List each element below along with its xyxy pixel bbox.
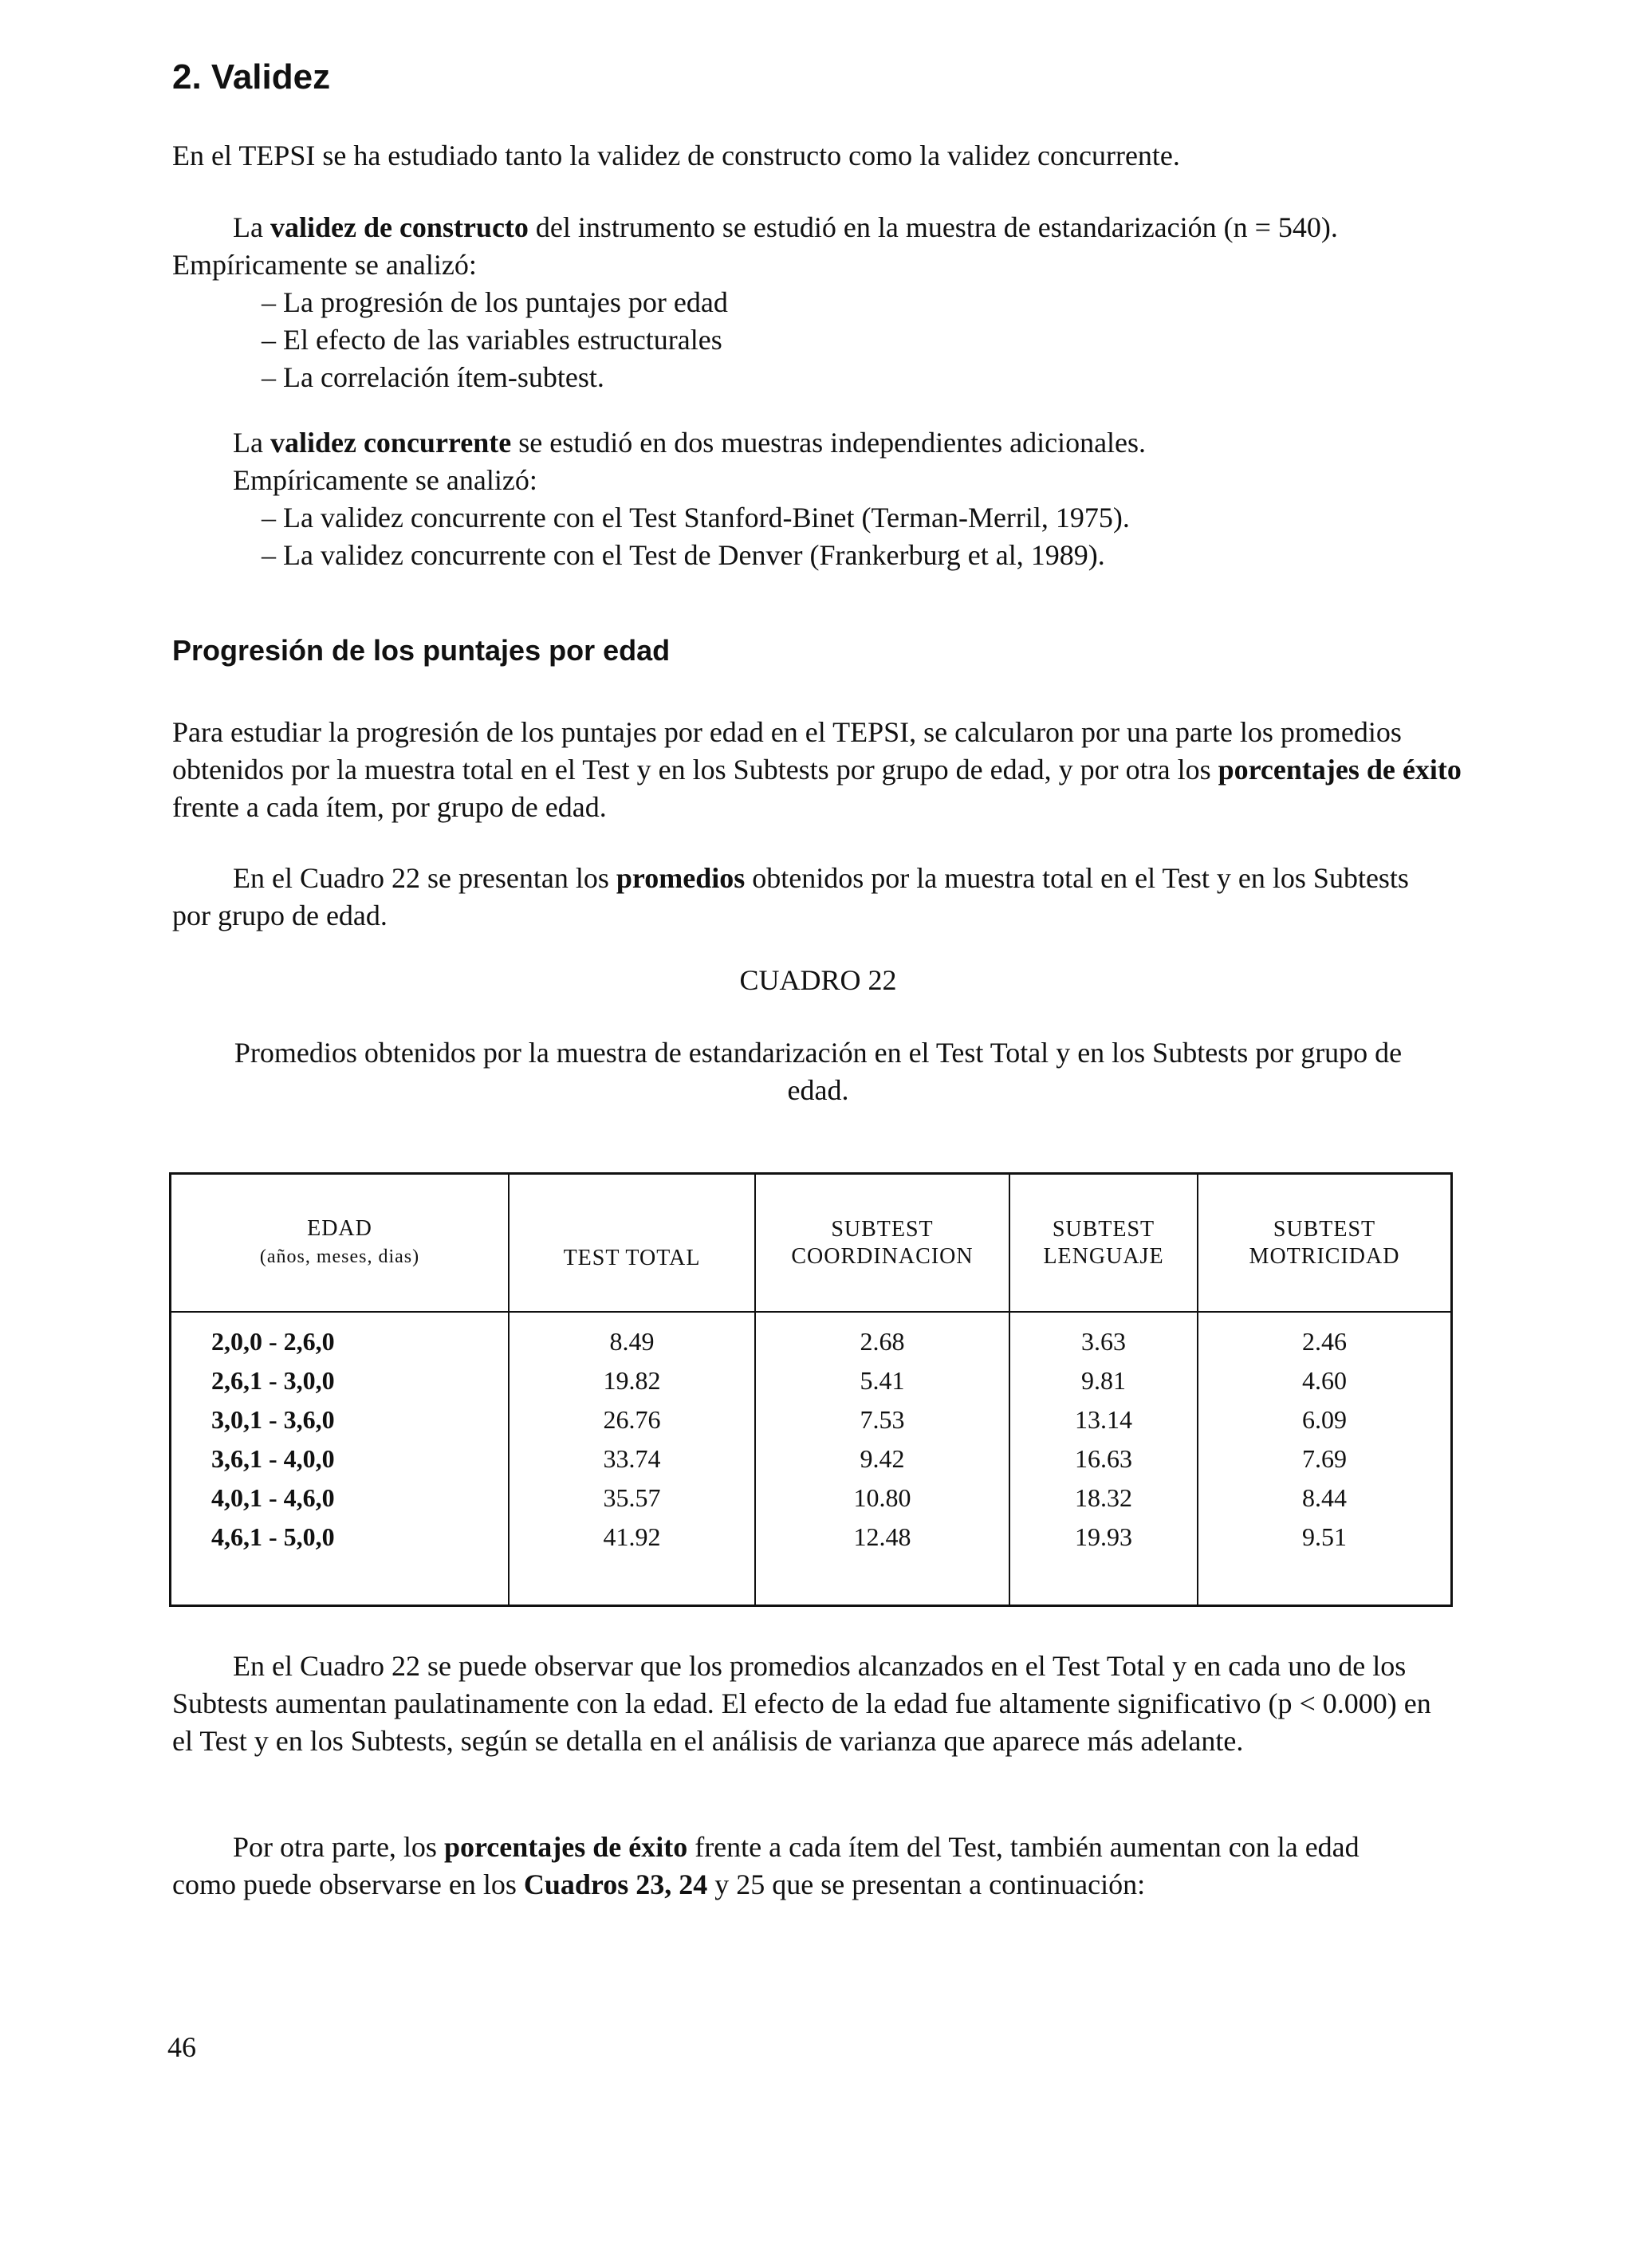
constructo-item: – La progresión de los puntajes por edad — [262, 286, 728, 318]
cell-leng: 19.93 — [1009, 1518, 1198, 1557]
cell-coord: 10.80 — [755, 1479, 1009, 1518]
final-d: Cuadros 23, 24 — [523, 1868, 708, 1900]
header-motricidad — [1198, 1174, 1452, 1313]
filler-cell — [755, 1557, 1009, 1606]
cell-edad: 3,6,1 - 4,0,0 — [171, 1439, 510, 1479]
constructo-list — [262, 284, 728, 396]
cell-coord: 9.42 — [755, 1439, 1009, 1479]
concurrente-line2: Empíricamente se analizó: — [233, 464, 537, 496]
table-row — [171, 1361, 1452, 1400]
cell-leng: 13.14 — [1009, 1400, 1198, 1439]
intro-paragraph: En el TEPSI se ha estudiado tanto la validez de constructo como la validez concurrente. — [172, 140, 1180, 171]
header-leng-line2: LENGUAJE — [1043, 1243, 1164, 1269]
constructo-bold: validez de constructo — [270, 211, 529, 243]
cell-edad: 2,6,1 - 3,0,0 — [171, 1361, 510, 1400]
filler-cell — [1009, 1557, 1198, 1606]
table-header-row — [171, 1174, 1452, 1313]
header-total — [509, 1174, 755, 1313]
concurrente-lead: La — [233, 427, 263, 459]
progresion-p1-b: porcentajes de éxito — [1218, 754, 1462, 786]
cell-motr: 9.51 — [1198, 1518, 1452, 1557]
constructo-item: – La correlación ítem-subtest. — [262, 361, 604, 393]
header-edad-sub: (años, meses, dias) — [259, 1246, 420, 1267]
cell-total: 35.57 — [509, 1479, 755, 1518]
table-filler-row — [171, 1557, 1452, 1606]
table-row — [171, 1439, 1452, 1479]
constructo-item: – El efecto de las variables estructurales — [262, 324, 722, 356]
cell-total: 26.76 — [509, 1400, 755, 1439]
header-total-label: TEST TOTAL — [563, 1246, 701, 1270]
cuadro-caption: Promedios obtenidos por la muestra de estandarización en el Test Total y en los Subtests por grupo de edad. — [234, 1037, 1403, 1106]
final-paragraph — [172, 1829, 1424, 1904]
cell-leng: 18.32 — [1009, 1479, 1198, 1518]
header-coord-line1: SUBTEST — [831, 1216, 934, 1242]
cell-motr: 2.46 — [1198, 1312, 1452, 1361]
progresion-p1-a: Para estudiar la progresión de los puntajes por edad en el TEPSI, se calcularon por una parte los promedios obtenidos por la muestra total en el Test y en los Subtests por grupo de edad, y por otra los — [172, 716, 1402, 786]
cell-motr: 6.09 — [1198, 1400, 1452, 1439]
filler-cell — [1198, 1557, 1452, 1606]
progresion-p1-c: frente a cada ítem, por grupo de edad. — [172, 791, 607, 823]
constructo-lead: La — [233, 211, 263, 243]
filler-cell — [509, 1557, 755, 1606]
cuadro-label: CUADRO 22 — [739, 964, 897, 996]
cell-motr: 8.44 — [1198, 1479, 1452, 1518]
page-number: 46 — [167, 2031, 196, 2063]
cell-coord: 2.68 — [755, 1312, 1009, 1361]
table-row — [171, 1518, 1452, 1557]
cell-edad: 4,6,1 - 5,0,0 — [171, 1518, 510, 1557]
cell-edad: 3,0,1 - 3,6,0 — [171, 1400, 510, 1439]
progresion-paragraph-2 — [172, 860, 1448, 935]
constructo-rest: del instrumento se estudió en la muestra de estandarización (n = 540). Empíricamente se analizó: — [172, 211, 1338, 281]
cell-edad: 4,0,1 - 4,6,0 — [171, 1479, 510, 1518]
concurrente-paragraph — [233, 424, 1477, 499]
final-c: frente a cada ítem del Test, también aumentan con la edad como puede observarse en los — [172, 1831, 1360, 1900]
header-motr-line1: SUBTEST — [1273, 1216, 1376, 1242]
concurrente-list — [262, 499, 1130, 574]
cell-leng: 3.63 — [1009, 1312, 1198, 1361]
header-coordinacion — [755, 1174, 1009, 1313]
cell-motr: 4.60 — [1198, 1361, 1452, 1400]
table-row — [171, 1400, 1452, 1439]
cell-edad: 2,0,0 - 2,6,0 — [171, 1312, 510, 1361]
header-lenguaje — [1009, 1174, 1198, 1313]
progresion-heading: Progresión de los puntajes por edad — [172, 634, 671, 667]
final-b: porcentajes de éxito — [443, 1831, 688, 1863]
after-table-paragraph: En el Cuadro 22 se puede observar que los promedios alcanzados en el Test Total y en cada uno de los Subtests aumentan paulatinamente con la edad. El efecto de la edad fue altamente significativo (p < 0.000) en el Test y en los Subtests, según se detalla en el análisis de varianza que aparece más adelante. — [172, 1650, 1431, 1757]
header-leng-line1: SUBTEST — [1052, 1216, 1155, 1242]
table-row — [171, 1479, 1452, 1518]
cell-coord: 7.53 — [755, 1400, 1009, 1439]
concurrente-item: – La validez concurrente con el Test Stanford-Binet (Terman-Merril, 1975). — [262, 502, 1130, 534]
cell-total: 8.49 — [509, 1312, 755, 1361]
final-a: Por otra parte, los — [233, 1831, 437, 1863]
progresion-paragraph-1 — [172, 714, 1464, 826]
cell-motr: 7.69 — [1198, 1439, 1452, 1479]
cuadro-22-table — [169, 1172, 1453, 1607]
header-coord-line2: COORDINACION — [791, 1243, 974, 1269]
header-edad — [171, 1174, 510, 1313]
cell-total: 41.92 — [509, 1518, 755, 1557]
cell-total: 19.82 — [509, 1361, 755, 1400]
concurrente-bold: validez concurrente — [270, 427, 512, 459]
progresion-p2-c: obtenidos por la muestra total en el Test y en los Subtests por grupo de edad. — [172, 862, 1409, 931]
header-motr-line2: MOTRICIDAD — [1249, 1243, 1400, 1269]
header-edad-label: EDAD — [307, 1216, 372, 1241]
concurrente-rest: se estudió en dos muestras independientes adicionales. — [518, 427, 1147, 459]
filler-cell — [171, 1557, 510, 1606]
constructo-paragraph — [172, 209, 1464, 284]
section-heading: 2. Validez — [172, 57, 331, 96]
concurrente-item: – La validez concurrente con el Test de Denver (Frankerburg et al, 1989). — [262, 539, 1105, 571]
progresion-p2-a: En el Cuadro 22 se presentan los — [233, 862, 609, 894]
final-e: y 25 que se presentan a continuación: — [714, 1868, 1146, 1900]
cell-leng: 16.63 — [1009, 1439, 1198, 1479]
progresion-p2-b: promedios — [616, 862, 746, 894]
cell-leng: 9.81 — [1009, 1361, 1198, 1400]
cell-coord: 5.41 — [755, 1361, 1009, 1400]
cell-coord: 12.48 — [755, 1518, 1009, 1557]
cell-total: 33.74 — [509, 1439, 755, 1479]
table-row — [171, 1312, 1452, 1361]
